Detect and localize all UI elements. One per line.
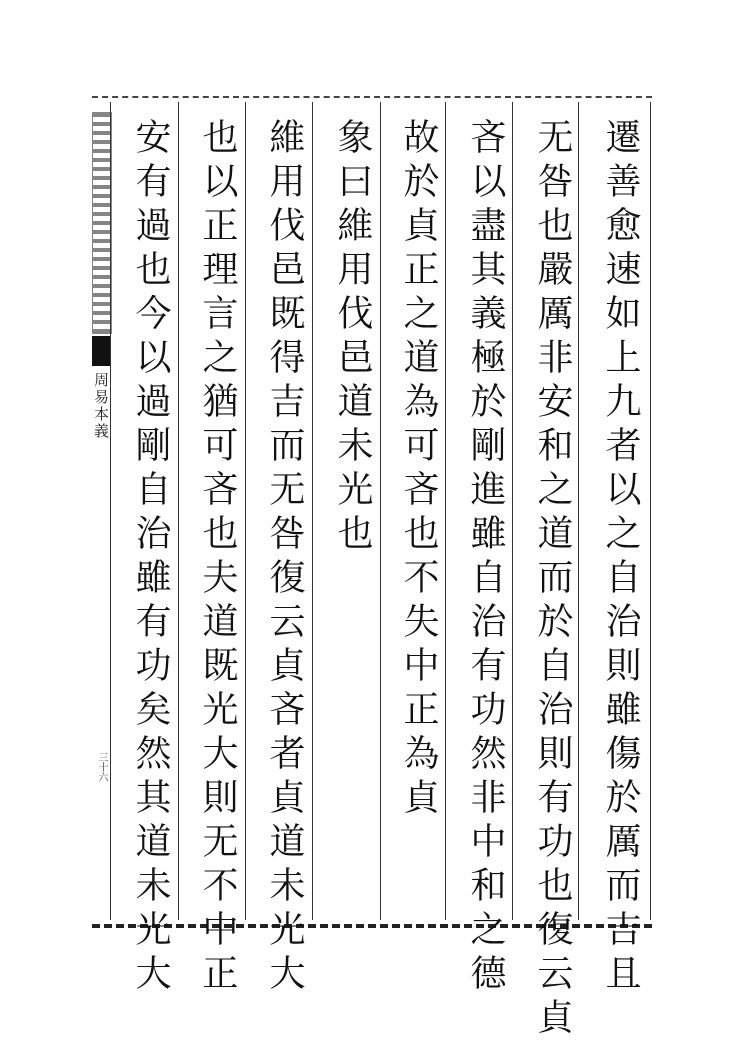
text-column-6: 維用伐邑既得吉而无咎復云貞吝者貞道未光大 (264, 118, 305, 998)
text-column-5: 象曰維用伐邑道未光也 (332, 118, 373, 558)
spine-title-block (92, 112, 112, 334)
text-column-2: 无咎也嚴厲非安和之道而於自治則有功也復云貞 (532, 118, 573, 1042)
text-column-7: 也以正理言之猶可吝也夫道既光大則无不中正 (197, 118, 238, 998)
column-rule (110, 102, 111, 920)
text-column-3: 吝以盡其義極於剛進雖自治有功然非中和之德 (465, 118, 506, 998)
fishtail-mark (92, 336, 110, 366)
text-column-8: 安有過也今以過剛自治雖有功矣然其道未光大 (130, 118, 171, 998)
spine-page-number: 三十六 (96, 752, 107, 782)
text-column-4: 故於貞正之道為可吝也不失中正為貞 (398, 118, 439, 822)
frame-top-border (92, 96, 652, 98)
text-column-1: 遷善愈速如上九者以之自治則雖傷於厲而吉且 (600, 118, 641, 998)
column-rule (650, 102, 651, 920)
spine-book-title: 周易本義 (92, 372, 110, 440)
